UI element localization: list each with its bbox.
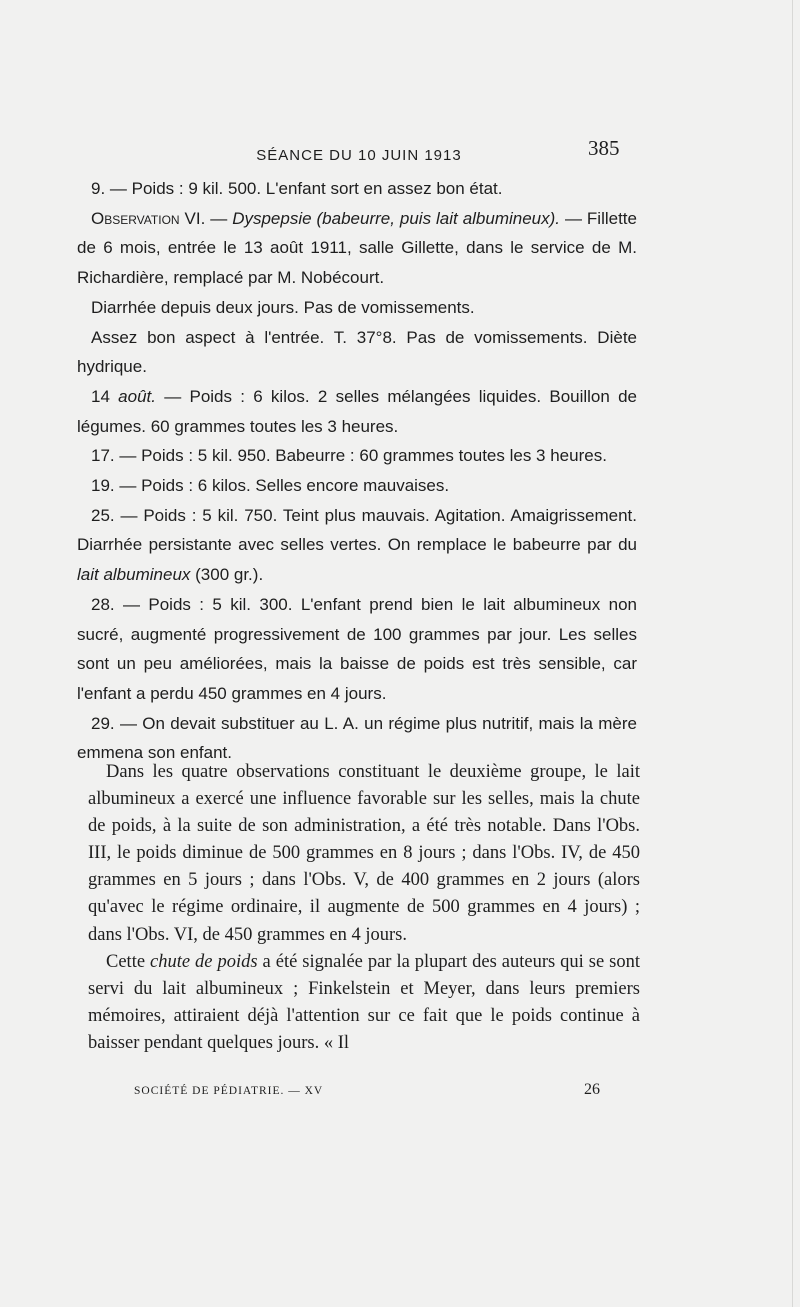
page-number: 385 [588, 136, 620, 160]
aout-word: août. [118, 386, 156, 406]
p2-start: Cette [106, 951, 151, 972]
aout-day: 14 [91, 386, 119, 406]
discussion-section [88, 759, 640, 1057]
observation-day-25 [77, 501, 637, 590]
discussion-paragraph-1: Dans les quatre observations constituant le deuxième groupe, le lait albumineux a exercé une influence favorable sur les selles, mais la chute de poids, à la suite de son administration, a été très notable. Dans l'Obs. III, le poids diminue de 500 grammes en 8 jours ; dans l'Obs. IV, de 450 grammes en 5 jours ; dans l'Obs. V, de 400 grammes en 2 jours (alors qu'avec le régime ordinaire, il augmente de 500 grammes en 4 jours) ; dans l'Obs. VI, de 450 grammes en 4 jours. [88, 762, 640, 945]
observation-heading-paragraph [77, 204, 637, 293]
observation-day-19: 19. — Poids : 6 kilos. Selles encore mauvaises. [91, 476, 450, 496]
observation-intro-text: — Fillette de 6 mois, entrée le 13 août 1911, salle Gillette, dans le service de M. Richardière, remplacé par M. Nobécourt. [77, 208, 637, 288]
observation-aout-14 [77, 382, 637, 441]
observation-dash: — [205, 208, 233, 228]
observation-title: Dyspepsie (babeurre, puis lait albumineux). [232, 208, 561, 228]
observation-aspect: Assez bon aspect à l'entrée. T. 37°8. Pas de vomissements. Diète hydrique. [77, 327, 637, 377]
day-25-end: (300 gr.). [190, 565, 264, 585]
aout-text: — Poids : 6 kilos. 2 selles mélangées liquides. Bouillon de légumes. 60 grammes toutes les 3 heures. [77, 386, 637, 436]
observation-line-9: 9. — Poids : 9 kil. 500. L'enfant sort en assez bon état. [91, 179, 503, 198]
page-edge-line [792, 0, 793, 1307]
day-25-text: 25. — Poids : 5 kil. 750. Teint plus mauvais. Agitation. Amaigrissement. Diarrhée persistante avec selles vertes. On remplace le babeurre par du [77, 505, 637, 555]
footer-society: SOCIÉTÉ DE PÉDIATRIE. — XV [134, 1085, 324, 1097]
running-header: SÉANCE DU 10 JUIN 1913 [256, 147, 462, 164]
signature-number: 26 [584, 1081, 600, 1098]
observation-diarrhee: Diarrhée depuis deux jours. Pas de vomissements. [91, 297, 475, 317]
discussion-paragraph-2 [88, 949, 640, 1057]
day-25-italic: lait albumineux [77, 565, 191, 585]
p2-italic: chute de poids [150, 951, 258, 972]
observation-day-29: 29. — On devait substituer au L. A. un régime plus nutritif, mais la mère emmena son enfant. [77, 713, 637, 763]
observation-section [77, 174, 637, 768]
observation-label: Observation VI. [91, 208, 206, 228]
observation-day-28: 28. — Poids : 5 kil. 300. L'enfant prend bien le lait albumineux non sucré, augmenté progressivement de 100 grammes par jour. Les selles sont un peu améliorées, mais la baisse de poids est très sensible, car l'enfant a perdu 450 grammes en 4 jours. [77, 594, 637, 703]
p2-end: a été signalée par la plupart des auteurs qui se sont servi du lait albumineux ; Finkelstein et Meyer, dans leurs premiers mémoires, attiraient déjà l'attention sur ce fait que le poids continue à baisser pendant quelques jours. « Il [88, 951, 640, 1053]
observation-day-17: 17. — Poids : 5 kil. 950. Babeurre : 60 grammes toutes les 3 heures. [91, 446, 607, 466]
